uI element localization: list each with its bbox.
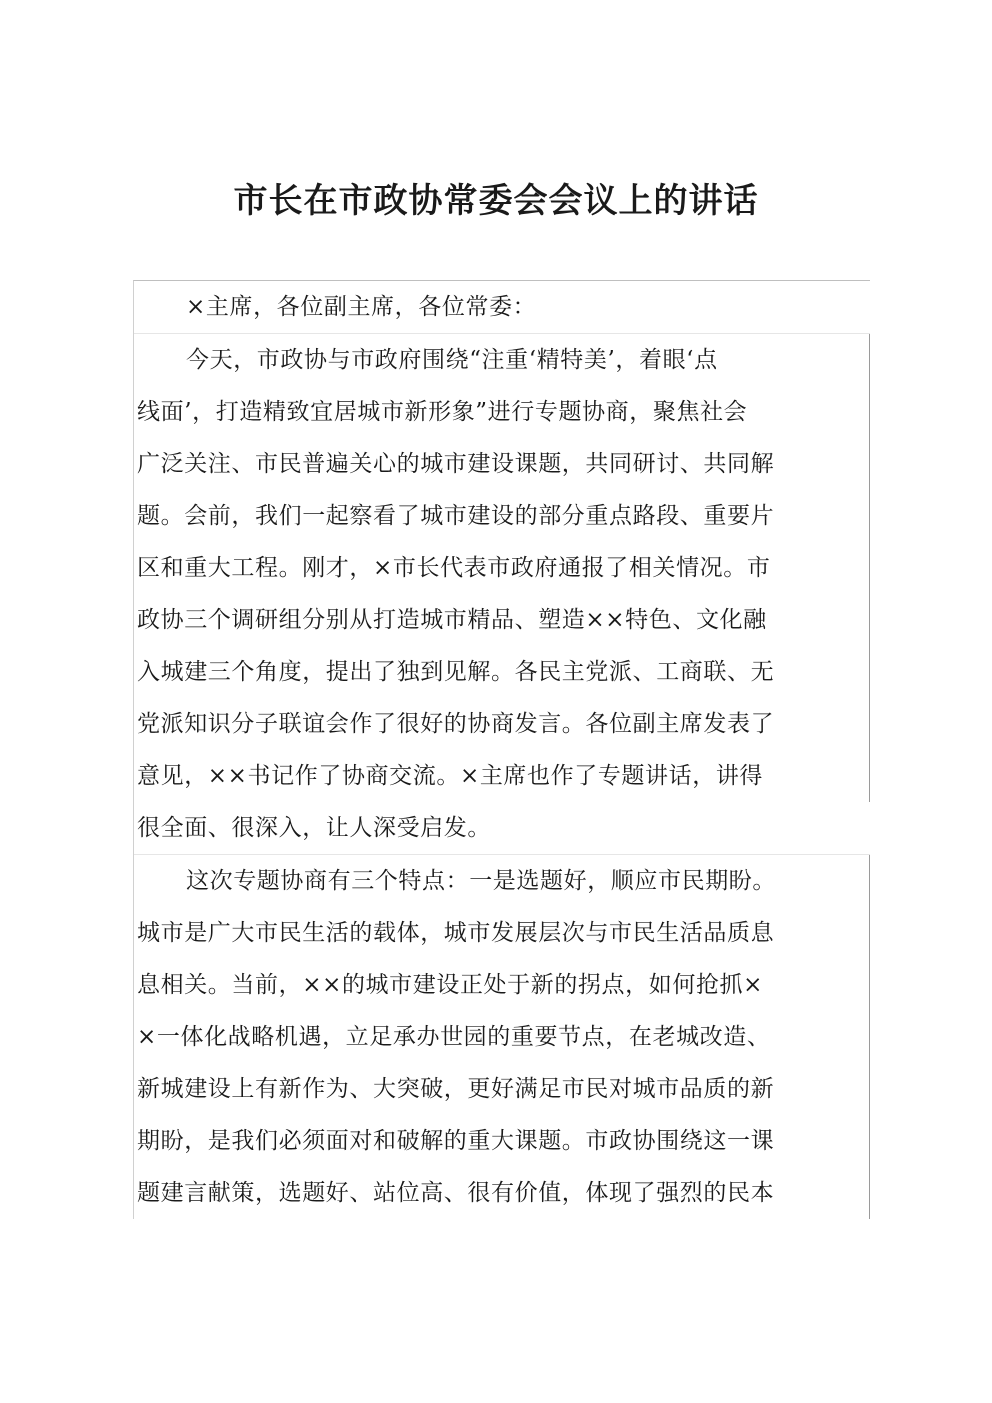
text-line: 这次专题协商有三个特点：一是选题好，顺应市民期盼。	[134, 855, 870, 907]
paragraph-salutation	[134, 281, 870, 334]
text-line: 今天，市政协与市政府围绕“注重‘精特美’，着眼‘点	[134, 334, 870, 386]
text-line: 息相关。当前，××的城市建设正处于新的拐点，如何抢抓×	[134, 959, 870, 1011]
text-line: 广泛关注、市民普遍关心的城市建设课题，共同研讨、共同解	[134, 438, 870, 490]
paragraph-opening	[134, 334, 870, 855]
text-line: 政协三个调研组分别从打造城市精品、塑造××特色、文化融	[134, 594, 870, 646]
text-line: 区和重大工程。刚才，×市长代表市政府通报了相关情况。市	[134, 542, 870, 594]
text-line: 新城建设上有新作为、大突破，更好满足市民对城市品质的新	[134, 1063, 870, 1115]
text-line: ×主席，各位副主席，各位常委：	[186, 294, 537, 320]
document-body	[133, 280, 870, 1219]
text-line: 入城建三个角度，提出了独到见解。各民主党派、工商联、无	[134, 646, 870, 698]
text-line: 城市是广大市民生活的载体，城市发展层次与市民生活品质息	[134, 907, 870, 959]
text-line: 题。会前，我们一起察看了城市建设的部分重点路段、重要片	[134, 490, 870, 542]
text-line: 题建言献策，选题好、站位高、很有价值，体现了强烈的民本	[134, 1167, 870, 1219]
text-line: 党派知识分子联谊会作了很好的协商发言。各位副主席发表了	[134, 698, 870, 750]
text-line: ×一体化战略机遇，立足承办世园的重要节点，在老城改造、	[134, 1011, 870, 1063]
text-line: 很全面、很深入，让人深受启发。	[137, 815, 491, 841]
text-line: 期盼，是我们必须面对和破解的重大课题。市政协围绕这一课	[134, 1115, 870, 1167]
paragraph-features	[134, 855, 870, 1219]
text-line: 线面’，打造精致宜居城市新形象”进行专题协商，聚焦社会	[134, 386, 870, 438]
text-line: 意见，××书记作了协商交流。×主席也作了专题讲话，讲得	[134, 750, 870, 802]
document-title: 市长在市政协常委会会议上的讲话	[233, 181, 759, 221]
